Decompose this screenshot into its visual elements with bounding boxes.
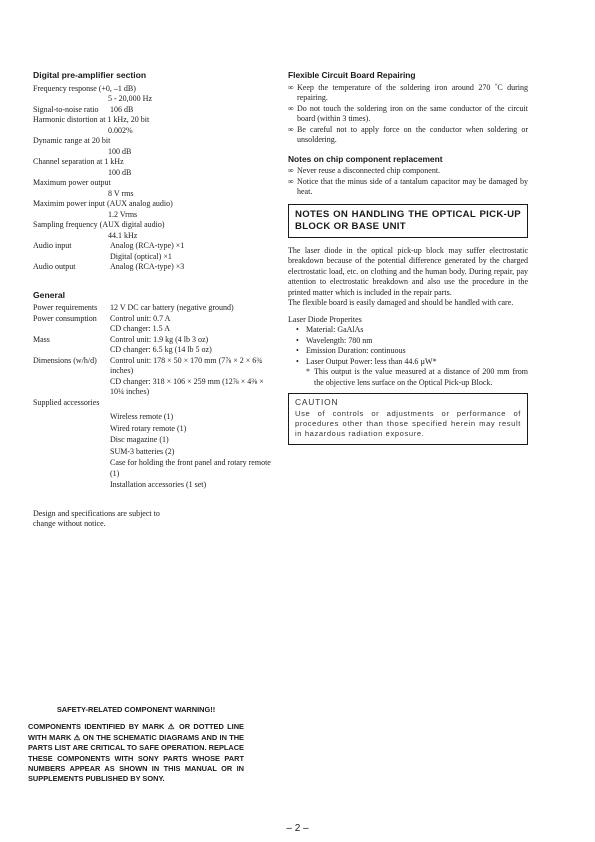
spacer: [288, 146, 528, 154]
bullet-dot-icon: •: [296, 335, 299, 345]
spec-label: Power requirements: [33, 303, 98, 312]
service-notes-column: [288, 70, 528, 445]
dimensions-cd-changer: CD changer: 318 × 106 × 259 mm (12⅞ × 4⅜ × 10¼ inches): [110, 376, 264, 396]
spec-label: Audio output: [33, 262, 76, 271]
spec-row-frequency: [33, 84, 273, 105]
spec-value: [110, 356, 273, 398]
spec-value: [110, 241, 273, 262]
spec-row-accessories: [33, 398, 273, 491]
safety-warning: [28, 705, 244, 785]
list-item: SUM-3 batteries (2): [110, 446, 175, 456]
spec-label: Maximum power output: [33, 178, 111, 187]
spec-row-channel-separation: [33, 157, 273, 178]
caution-title: CAUTION: [295, 397, 339, 407]
list-item-text: Notice that the minus side of a tantalum capacitor may be damaged by heat.: [297, 176, 528, 196]
asterisk-icon: *: [306, 367, 310, 376]
page-number: – 2 –: [286, 823, 309, 834]
spec-label: Supplied accessories: [33, 397, 100, 407]
spec-value: 8 V rms: [108, 188, 134, 198]
infinity-bullet-icon: ∞: [288, 166, 294, 175]
infinity-bullet-icon: ∞: [288, 176, 294, 186]
spec-row-dimensions: [33, 356, 273, 398]
specifications-column: [33, 70, 273, 530]
infinity-bullet-icon: ∞: [288, 124, 294, 134]
spec-label: Frequency response (+0, –1 dB): [33, 83, 136, 93]
safety-warning-title: SAFETY-RELATED COMPONENT WARNING!!: [56, 705, 216, 714]
flexible-board-paragraph: The flexible board is easily damaged and should be handled with care.: [288, 298, 514, 307]
spec-value: 1.2 Vrms: [108, 209, 138, 219]
spec-label: Sampling frequency (AUX digital audio): [33, 220, 165, 229]
safety-warning-body: COMPONENTS IDENTIFIED BY MARK ⚠ OR DOTTED LINE WITH MARK ⚠ ON THE SCHEMATIC DIAGRAMS AND IN THE PARTS LIST ARE CRITICAL TO SAFE OPERATION. REPLACE THESE COMPONENTS WITH SONY PARTS WHOSE PART NUMBERS APPEAR AS SHOWN IN THIS MANUAL OR IN SUPPLEMENTS PUBLISHED BY SONY.: [28, 722, 244, 784]
chip-section-title: Notes on chip component replacement: [288, 153, 443, 164]
list-item: [288, 177, 528, 198]
spec-label: Dimensions (w/h/d): [33, 355, 97, 365]
spec-label: Channel separation at 1 kHz: [33, 157, 124, 166]
list-item: [288, 166, 528, 177]
general-section-title: General: [33, 289, 66, 300]
spec-row-dynamic-range: [33, 136, 273, 157]
spec-label: Harmonic distortion at 1 kHz, 20 bit: [33, 115, 150, 124]
spec-value: 0.002%: [108, 125, 133, 135]
spec-row-sampling: [33, 220, 273, 241]
spec-row-snr: [33, 105, 273, 116]
spec-value: 5 - 20,000 Hz: [108, 94, 152, 103]
spec-value: 44.1 kHz: [108, 230, 138, 240]
list-item: Disc magazine (1): [110, 435, 169, 444]
list-item: [288, 357, 528, 368]
spec-value: 106 dB: [110, 104, 134, 114]
audio-input-analog: Analog (RCA-type) ×1: [110, 241, 185, 250]
optical-paragraph: The laser diode in the optical pick-up block may suffer electrostatic breakdown because of the potential difference generated by the charged electrostatic load, etc. on clothing and the human body. During repair, pay attention to electrostatic breakdown and also use the procedure in the printed matter which is included in the repair parts.: [288, 245, 528, 297]
spec-label: Mass: [33, 334, 50, 344]
list-item-text: Material: GaAlAs: [306, 325, 364, 334]
spec-value: 100 dB: [108, 146, 132, 156]
flex-section-title: Flexible Circuit Board Repairing: [288, 70, 416, 80]
list-item-text: Wavelength: 780 nm: [306, 335, 373, 345]
spec-value: Analog (RCA-type) ×3: [110, 262, 185, 271]
digital-section-title: Digital pre-amplifier section: [33, 70, 147, 80]
list-item-text: Laser Output Power: less than 44.6 µW*: [306, 356, 437, 366]
list-item-text: Emission Duration: continuous: [306, 346, 406, 355]
spec-value: 100 dB: [108, 167, 132, 177]
footnote-text: This output is the value measured at a distance of 200 mm from the objective lens surface on the Optical Pick-up Block.: [314, 367, 528, 387]
spec-value: [110, 335, 273, 356]
mass-control-unit: Control unit: 1.9 kg (4 lb 3 oz): [110, 334, 209, 344]
spec-row-audio-input: [33, 241, 273, 262]
spacer: [33, 273, 273, 290]
power-control-unit: Control unit: 0.7 A: [110, 313, 171, 323]
bullet-dot-icon: •: [296, 346, 299, 355]
spec-label: Power consumption: [33, 313, 97, 323]
bullet-dot-icon: •: [296, 325, 299, 334]
list-item: [288, 104, 528, 125]
specification-note: Design and specifications are subject to change without notice.: [33, 508, 160, 528]
list-item: [288, 346, 528, 357]
infinity-bullet-icon: ∞: [288, 103, 294, 113]
list-item: Wired rotary remote (1): [110, 423, 187, 433]
list-item: Wireless remote (1): [110, 412, 174, 421]
dimensions-control-unit: Control unit: 178 × 50 × 170 mm (7⅞ × 2 × 6¾ inches): [110, 355, 263, 375]
spec-row-max-output: [33, 178, 273, 199]
spec-label: Signal-to-noise ratio: [33, 104, 99, 114]
list-item-text: Be careful not to apply force on the conductor when soldering or unsoldering.: [297, 124, 528, 144]
spec-value: [110, 314, 273, 335]
laser-properties-title: Laser Diode Properites: [288, 314, 362, 324]
list-item: Case for holding the front panel and rotary remote (1): [110, 458, 271, 478]
spec-label: Audio input: [33, 241, 72, 250]
spec-label: Maximim power input (AUX analog audio): [33, 199, 173, 208]
spec-row-power-requirements: [33, 303, 273, 314]
spec-value: 12 V DC car battery (negative ground): [110, 303, 234, 312]
bullet-dot-icon: •: [296, 356, 299, 366]
list-item: [288, 83, 528, 104]
list-item-text: Never reuse a disconnected chip component.: [297, 166, 441, 175]
spec-row-mass: [33, 335, 273, 356]
caution-box: [288, 393, 528, 445]
mass-cd-changer: CD changer: 6.5 kg (14 lb 5 oz): [110, 345, 212, 354]
list-item-text: Do not touch the soldering iron on the same conductor of the circuit board (within 3 times).: [297, 103, 528, 123]
spec-row-power-consumption: [33, 314, 273, 335]
list-item: [288, 336, 528, 347]
spec-row-max-input: [33, 199, 273, 220]
caution-text: Use of controls or adjustments or performance of procedures other than those specified herein may result in hazardous radiation exposure.: [295, 409, 521, 438]
audio-input-digital: Digital (optical) ×1: [110, 251, 172, 261]
spec-label: Dynamic range at 20 bit: [33, 136, 111, 145]
optical-pickup-heading-box: NOTES ON HANDLING THE OPTICAL PICK-UP BLOCK OR BASE UNIT: [288, 204, 528, 238]
footnote: [288, 367, 528, 388]
spec-row-audio-output: [33, 262, 273, 273]
accessories-list: [33, 412, 273, 491]
list-item: [288, 325, 528, 336]
spec-row-distortion: [33, 115, 273, 136]
list-item-text: Keep the temperature of the soldering iron around 270 ˚C during repairing.: [297, 82, 528, 102]
power-cd-changer: CD changer: 1.5 A: [110, 324, 170, 333]
list-item: [288, 125, 528, 146]
list-item: Installation accessories (1 set): [110, 480, 207, 489]
infinity-bullet-icon: ∞: [288, 82, 294, 92]
